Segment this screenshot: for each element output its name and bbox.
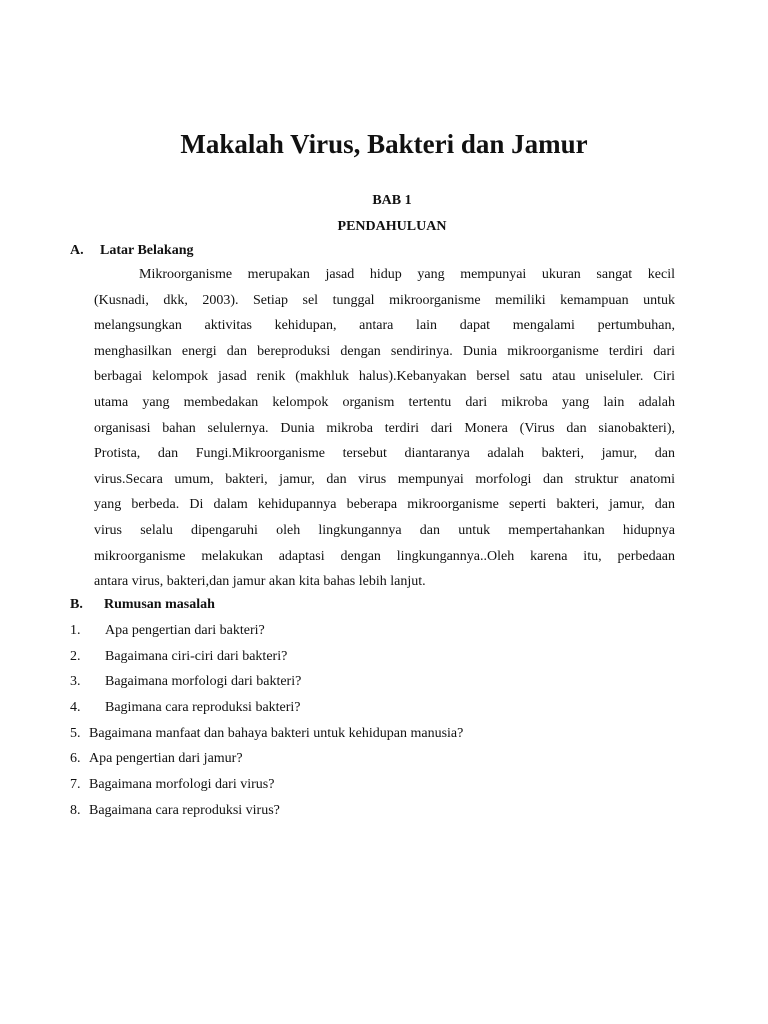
paragraph-line: menghasilkan energi dan bereproduksi dengan sendirinya. Dunia mikroorganisme terdiri dari	[94, 343, 675, 359]
list-item-text: Bagaimana manfaat dan bahaya bakteri untuk kehidupan manusia?	[89, 725, 464, 741]
list-item	[70, 746, 710, 772]
list-item-number: 5.	[70, 725, 81, 741]
list-item-text: Bagaimana cara reproduksi virus?	[89, 802, 280, 818]
list-item-number: 6.	[70, 751, 81, 767]
list-item-number: 4.	[70, 700, 81, 716]
chapter-title: PENDAHULUAN	[337, 219, 447, 234]
list-item-number: 2.	[70, 648, 81, 664]
list-item-text: Apa pengertian dari bakteri?	[105, 623, 265, 638]
paragraph-line: melangsungkan aktivitas kehidupan, antara lain dapat mengalami pertumbuhan,	[94, 318, 675, 334]
section-a-label: Latar Belakang	[100, 243, 194, 258]
list-item-text: Bagimana cara reproduksi bakteri?	[105, 700, 301, 716]
paragraph-line: organisasi bahan selulernya. Dunia mikroba terdiri dari Monera (Virus dan sianobakteri),	[94, 420, 675, 436]
paragraph-line: yang berbeda. Di dalam kehidupannya beberapa mikroorganisme seperti bakteri, jamur, dan	[94, 497, 675, 513]
question-list	[70, 618, 710, 824]
list-item-number: 3.	[70, 674, 81, 690]
section-b-letter: B.	[70, 597, 83, 612]
list-item-number: 8.	[70, 802, 81, 818]
list-item	[70, 772, 710, 798]
list-item-text: Bagaimana ciri-ciri dari bakteri?	[105, 648, 288, 664]
list-item	[70, 644, 710, 670]
list-item-text: Bagaimana morfologi dari bakteri?	[105, 674, 302, 690]
chapter-number: BAB 1	[372, 193, 412, 208]
paragraph-line: Mikroorganisme merupakan jasad hidup yang mempunyai ukuran sangat kecil	[139, 267, 675, 282]
paragraph-line: (Kusnadi, dkk, 2003). Setiap sel tunggal mikroorganisme memiliki kemampuan untuk	[94, 292, 675, 308]
list-item	[70, 695, 710, 721]
paragraph-line: Protista, dan Fungi.Mikroorganisme tersebut diantaranya adalah bakteri, jamur, dan	[94, 446, 675, 462]
paragraph-line: antara virus, bakteri,dan jamur akan kita bahas lebih lanjut.	[94, 574, 426, 590]
list-item	[70, 721, 710, 747]
list-item	[70, 669, 710, 695]
paragraph-line: berbagai kelompok jasad renik (makhluk halus).Kebanyakan bersel satu atau uniseluler. Ciri	[94, 369, 675, 385]
list-item-text: Bagaimana morfologi dari virus?	[89, 777, 275, 793]
section-a-letter: A.	[70, 243, 84, 258]
list-item	[70, 798, 710, 824]
paragraph-line: utama yang membedakan kelompok organism tertentu dari mikroba yang lain adalah	[94, 394, 675, 410]
paragraph-line: virus selalu dipengaruhi oleh lingkungannya dan untuk mempertahankan hidupnya	[94, 522, 675, 538]
background-paragraph	[94, 262, 675, 595]
list-item-text: Apa pengertian dari jamur?	[89, 751, 243, 767]
list-item-number: 7.	[70, 777, 81, 793]
list-item	[70, 618, 710, 644]
section-b-label: Rumusan masalah	[104, 597, 215, 612]
paragraph-line: virus.Secara umum, bakteri, jamur, dan virus mempunyai morfologi dan struktur anatomi	[94, 471, 675, 487]
list-item-number: 1.	[70, 623, 81, 638]
document-title: Makalah Virus, Bakteri dan Jamur	[180, 129, 588, 159]
paragraph-line: mikroorganisme melakukan adaptasi dengan lingkungannya..Oleh karena itu, perbedaan	[94, 548, 675, 564]
